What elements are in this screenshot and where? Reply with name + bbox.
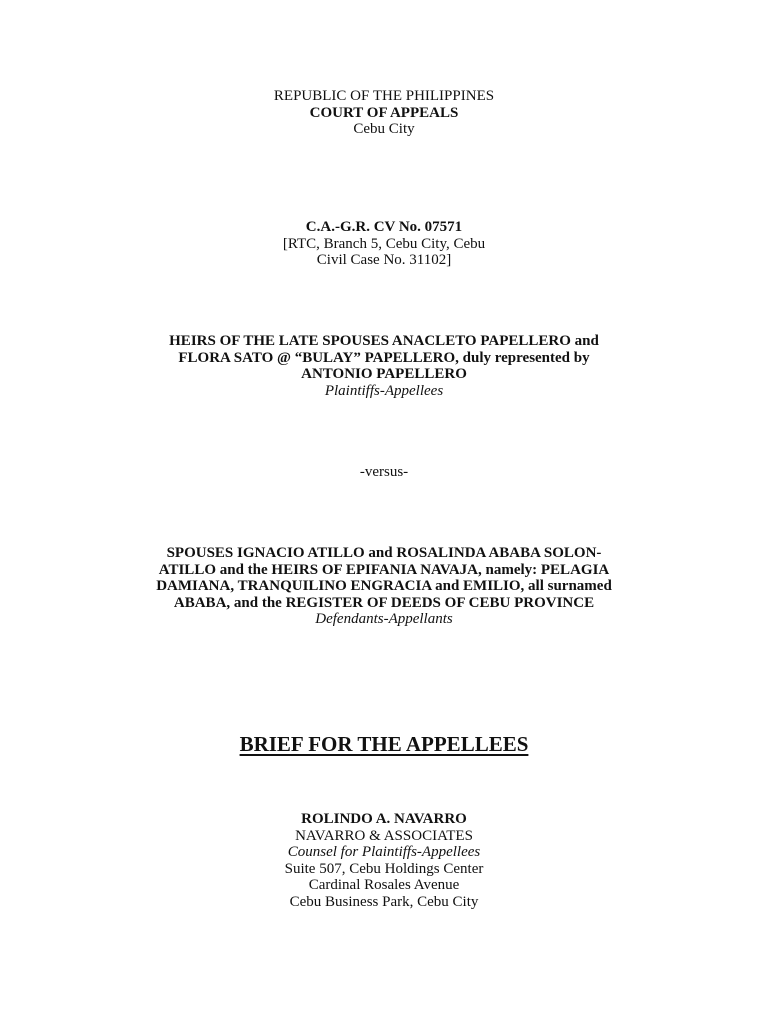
plaintiffs-line: FLORA SATO @ “BULAY” PAPELLERO, duly represented by bbox=[178, 349, 590, 366]
plaintiffs-line: ANTONIO PAPELLERO bbox=[301, 366, 467, 382]
case-reference bbox=[0, 219, 768, 269]
brief-title: BRIEF FOR THE APPELLEES bbox=[239, 732, 529, 756]
address-line: Suite 507, Cebu Holdings Center bbox=[284, 860, 484, 877]
case-number: C.A.-G.R. CV No. 07571 bbox=[305, 219, 463, 235]
counsel-role: Counsel for Plaintiffs-Appellees bbox=[287, 844, 481, 860]
defendants-caption bbox=[0, 545, 768, 628]
brief-title-block bbox=[0, 731, 768, 757]
court-name: COURT OF APPEALS bbox=[309, 104, 459, 121]
address-line: Cardinal Rosales Avenue bbox=[308, 877, 460, 893]
versus-text: -versus- bbox=[359, 464, 409, 480]
republic-line: REPUBLIC OF THE PHILIPPINES bbox=[273, 88, 495, 104]
counsel-name: ROLINDO A. NAVARRO bbox=[301, 811, 467, 827]
address-line: Cebu Business Park, Cebu City bbox=[289, 893, 479, 910]
rtc-line: [RTC, Branch 5, Cebu City, Cebu bbox=[282, 235, 486, 252]
counsel-firm: NAVARRO & ASSOCIATES bbox=[295, 827, 473, 844]
court-header bbox=[0, 88, 768, 138]
defendants-line: DAMIANA, TRANQUILINO ENGRACIA and EMILIO, all surnamed bbox=[156, 578, 612, 594]
versus-separator bbox=[0, 464, 768, 481]
defendants-role: Defendants-Appellants bbox=[315, 611, 453, 627]
plaintiffs-role: Plaintiffs-Appellees bbox=[324, 382, 444, 399]
civil-case-line: Civil Case No. 31102] bbox=[316, 252, 452, 268]
defendants-line: ABABA, and the REGISTER OF DEEDS OF CEBU PROVINCE bbox=[173, 594, 595, 611]
plaintiffs-line: HEIRS OF THE LATE SPOUSES ANACLETO PAPELLERO and bbox=[169, 333, 599, 349]
counsel-block bbox=[0, 811, 768, 910]
court-city: Cebu City bbox=[353, 121, 415, 137]
plaintiffs-caption bbox=[0, 333, 768, 399]
defendants-line: ATILLO and the HEIRS OF EPIFANIA NAVAJA, namely: PELAGIA bbox=[158, 561, 610, 578]
defendants-line: SPOUSES IGNACIO ATILLO and ROSALINDA ABABA SOLON- bbox=[166, 545, 602, 561]
